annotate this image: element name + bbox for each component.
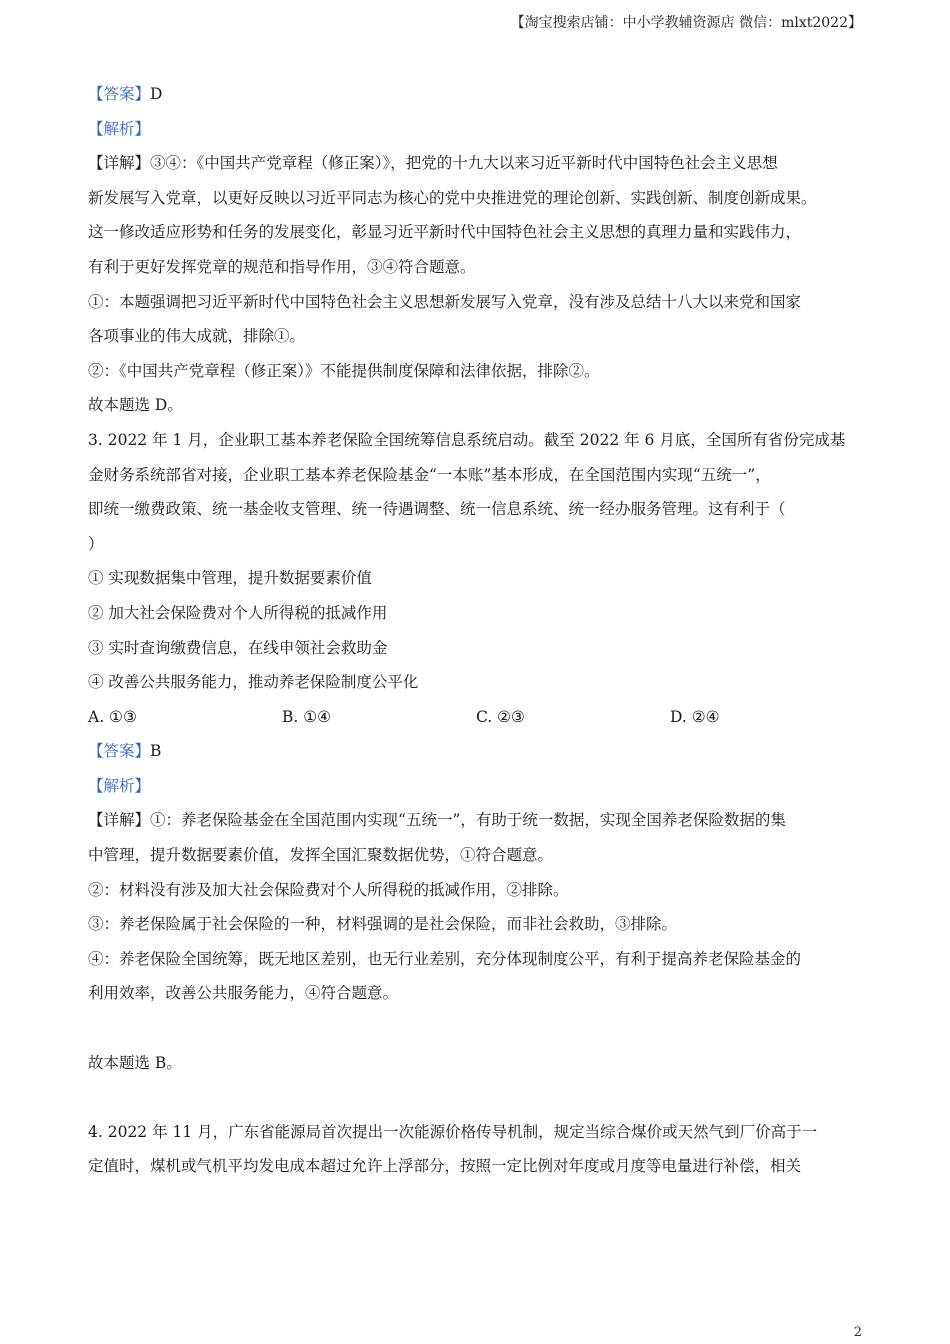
q4-stem-line: 定值时，煤机或气机平均发电成本超过允许上浮部分，按照一定比例对年度或月度等电量进行补偿，相关: [88, 1157, 802, 1176]
analysis-tag: 【解析】: [88, 776, 151, 795]
q2-detail-line: [88, 146, 868, 181]
detail-text: ③④：《中国共产党章程（修正案）》，把党的十九大以来习近平新时代中国特色社会主义思想: [150, 154, 778, 173]
q2-conclusion: 故本题选 D。: [88, 396, 183, 415]
q3-stem-line: 即统一缴费政策、统一基金收支管理、统一待遇调整、统一信息系统、统一经办服务管理。这有利于（: [88, 500, 786, 519]
q2-analysis-line: [88, 112, 868, 147]
q3-option: ① 实现数据集中管理，提升数据要素价值: [88, 569, 372, 588]
q3-detail-line: ②：材料没有涉及加大社会保险费对个人所得税的抵减作用，②排除。: [88, 880, 569, 899]
q3-detail-line: [88, 803, 868, 838]
q3-stem-line: 金财务系统部省对接，企业职工基本养老保险基金“一本账”基本形成，在全国范围内实现“五统一”，: [88, 465, 771, 484]
q2-detail-line: ①：本题强调把习近平新时代中国特色社会主义思想新发展写入党章，没有涉及总结十八大以来党和国家: [88, 292, 802, 311]
q4-stem-line: 4. 2022 年 11 月，广东省能源局首次提出一次能源价格传导机制，规定当综合煤价或天然气到厂价高于一: [88, 1122, 818, 1141]
q3-stem-line: 3. 2022 年 1 月，企业职工基本养老保险全国统筹信息系统启动。截至 2022 年 6 月底，全国所有省份完成基: [88, 430, 846, 449]
page-number: 2: [853, 1325, 862, 1340]
q3-detail-line: 中管理，提升数据要素价值，发挥全国汇聚数据优势，①符合题意。: [88, 846, 554, 865]
choice-c: C. ②③: [476, 707, 525, 726]
q2-answer-line: [88, 77, 868, 112]
analysis-tag: 【解析】: [88, 119, 151, 138]
q3-stem-line: ）: [88, 534, 104, 553]
q3-option: ③ 实时查询缴费信息，在线申领社会救助金: [88, 638, 388, 657]
page-header: 【淘宝搜索店铺：中小学教辅资源店 微信：mlxt2022】: [510, 15, 862, 31]
q3-detail-line: ④：养老保险全国统筹，既无地区差别，也无行业差别，充分体现制度公平，有利于提高养老保险基金的: [88, 949, 802, 968]
q3-conclusion: 故本题选 B。: [88, 1053, 182, 1072]
answer-tag: 【答案】: [88, 742, 151, 761]
spacer: [88, 1080, 868, 1115]
choice-b: B. ①④: [282, 707, 332, 726]
q3-detail-line: ③：养老保险属于社会保险的一种，材料强调的是社会保险，而非社会救助，③排除。: [88, 915, 678, 934]
q3-analysis-line: [88, 769, 868, 804]
q3-answer-line: [88, 734, 868, 769]
q2-detail-line: 有利于更好发挥党章的规范和指导作用，③④符合题意。: [88, 257, 476, 276]
detail-text: ①：养老保险基金在全国范围内实现“五统一”，有助于统一数据，实现全国养老保险数据的集: [150, 811, 786, 830]
choice-a: A. ①③: [88, 707, 137, 726]
answer-value: B: [150, 742, 162, 761]
q3-detail-line: 利用效率，改善公共服务能力，④符合题意。: [88, 984, 399, 1003]
q2-detail-line: 这一修改适应形势和任务的发展变化，彰显习近平新时代中国特色社会主义思想的真理力量和实践伟力，: [88, 223, 802, 242]
q2-detail-line: 各项事业的伟大成就，排除①。: [88, 327, 306, 346]
detail-tag: 【详解】: [88, 154, 151, 173]
answer-tag: 【答案】: [88, 85, 151, 103]
q3-option: ④ 改善公共服务能力，推动养老保险制度公平化: [88, 673, 419, 692]
spacer: [88, 1011, 868, 1046]
q2-detail-line: 新发展写入党章，以更好反映以习近平同志为核心的党中央推进党的理论创新、实践创新、制度创新成果。: [88, 188, 817, 207]
detail-tag: 【详解】: [88, 811, 151, 830]
choice-d: D. ②④: [670, 707, 720, 726]
q3-choices: [88, 700, 868, 735]
answer-value: D: [150, 85, 163, 103]
q3-option: ② 加大社会保险费对个人所得税的抵减作用: [88, 603, 388, 622]
document-body: [88, 77, 868, 1184]
q2-detail-line: ②：《中国共产党章程（修正案）》不能提供制度保障和法律依据，排除②。: [88, 361, 600, 380]
